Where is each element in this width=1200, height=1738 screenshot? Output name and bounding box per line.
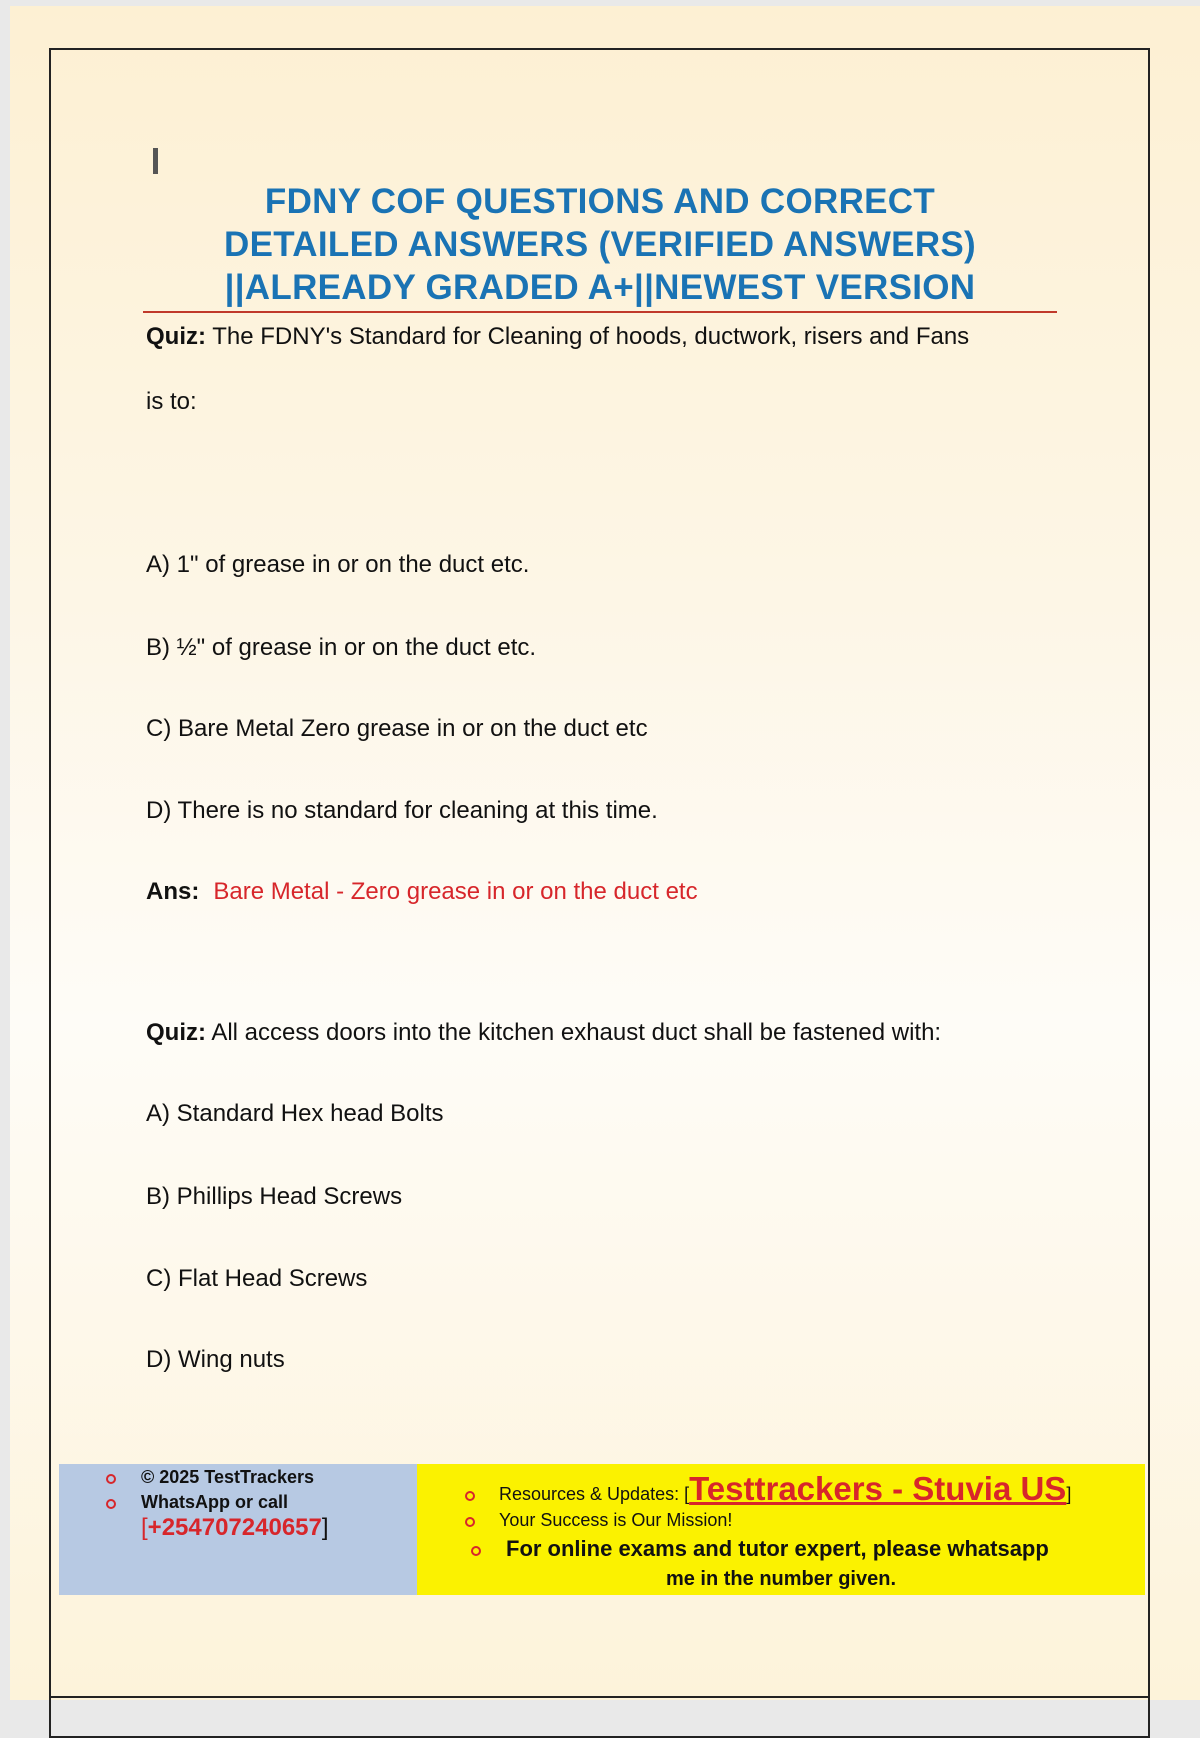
footer-promo-line-2: me in the number given. [665,1568,897,1590]
option-d: D) Wing nuts [146,1346,285,1373]
question-2-text: All access doors into the kitchen exhaust duct shall be fastened with: [211,1019,942,1046]
answer-label: Ans: [146,878,200,905]
question-1-text-cont: is to: [146,388,197,415]
resources-link[interactable]: Testtrackers - Stuvia US [689,1470,1067,1507]
document-title [143,180,1057,309]
footer-phone-row [141,1514,329,1542]
resources-label: Resources & Updates: [ [499,1484,690,1504]
answer-value: Bare Metal - Zero grease in or on the duct etc [213,878,698,905]
footer-copyright: © 2025 TestTrackers [141,1467,315,1487]
footer-phone[interactable]: +254707240657 [147,1514,322,1541]
footer-contact-panel [59,1464,417,1595]
resources-bracket-close: ] [1066,1484,1072,1504]
footer-contact-label: WhatsApp or call [141,1492,289,1512]
question-1-text: The FDNY's Standard for Cleaning of hoods, ductwork, risers and Fans [212,323,970,350]
title-line-3: ||ALREADY GRADED A+||NEWEST VERSION [224,268,976,307]
answer-row [146,878,698,906]
quiz-label: Quiz: [146,323,206,350]
question-2 [146,1019,941,1047]
option-a: A) Standard Hex head Bolts [146,1100,444,1127]
bullet-icon [106,1474,116,1484]
option-c: C) Bare Metal Zero grease in or on the duct etc [146,715,648,742]
bullet-icon [471,1546,481,1556]
option-b: B) ½" of grease in or on the duct etc. [146,634,537,661]
text-cursor [153,148,158,174]
option-c: C) Flat Head Screws [146,1265,368,1292]
bullet-icon [106,1499,116,1509]
option-d: D) There is no standard for cleaning at this time. [146,797,658,824]
bullet-icon [465,1517,475,1527]
title-line-2: DETAILED ANSWERS (VERIFIED ANSWERS) [224,225,976,264]
option-a: A) 1" of grease in or on the duct etc. [146,551,530,578]
title-line-1: FDNY COF QUESTIONS AND CORRECT [264,182,936,221]
footer-resources-row [499,1470,1071,1508]
footer-promo-panel [417,1464,1145,1595]
phone-bracket-close: ] [321,1514,329,1541]
footer-mission: Your Success is Our Mission! [499,1510,733,1530]
option-b: B) Phillips Head Screws [146,1183,403,1210]
title-divider [143,311,1057,313]
footer-promo-line-1: For online exams and tutor expert, please whatsapp [506,1536,1049,1561]
question-1 [146,323,969,351]
page-bottom-border [49,1696,1150,1698]
phone-bracket-open: [ [141,1514,148,1541]
bullet-icon [465,1491,475,1501]
quiz-label: Quiz: [146,1019,206,1046]
